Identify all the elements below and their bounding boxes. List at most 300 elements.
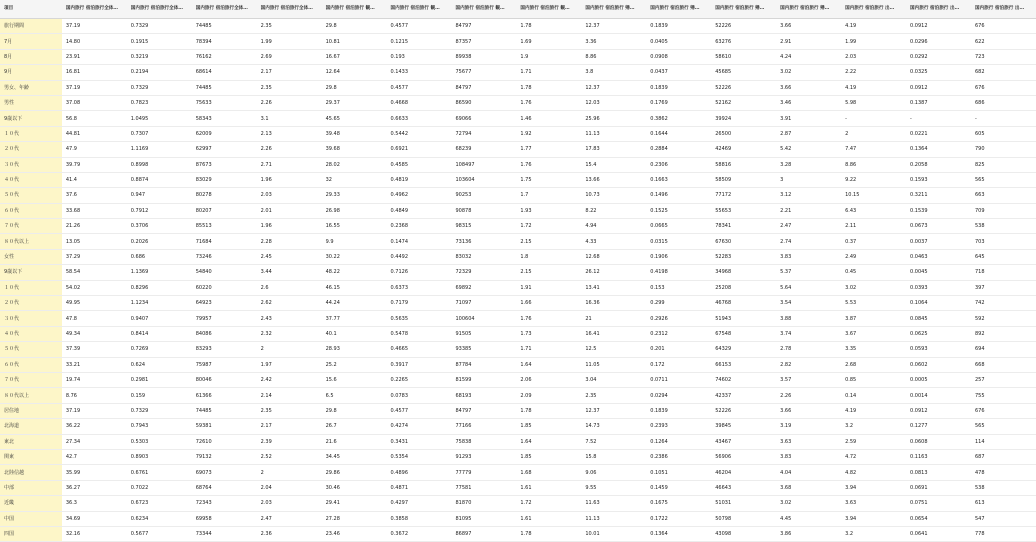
- table-cell: 0.3211: [906, 188, 971, 203]
- table-cell: 0.947: [127, 188, 192, 203]
- table-cell: 538: [971, 480, 1036, 495]
- table-cell: 12.5: [581, 342, 646, 357]
- table-cell: 0.0912: [906, 403, 971, 418]
- table-cell: 2.36: [257, 526, 322, 541]
- table-cell: 84797: [451, 19, 516, 34]
- table-cell: 25.96: [581, 111, 646, 126]
- table-cell: 0.1525: [646, 203, 711, 218]
- table-cell: 0.4665: [387, 342, 452, 357]
- table-cell: 8.86: [581, 49, 646, 64]
- table-cell: 33.68: [62, 203, 127, 218]
- table-cell: 74485: [192, 403, 257, 418]
- table-row[interactable]: [0, 511, 1036, 526]
- table-cell: 0.0405: [646, 34, 711, 49]
- table-cell: 3: [776, 172, 841, 187]
- table-cell: 1.46: [516, 111, 581, 126]
- table-cell: 0.1474: [387, 234, 452, 249]
- table-cell: 0.4585: [387, 157, 452, 172]
- table-cell: 12.68: [581, 249, 646, 264]
- table-cell: 0.5635: [387, 311, 452, 326]
- table-cell: 3.1: [257, 111, 322, 126]
- table-cell: 5.53: [841, 296, 906, 311]
- table-cell: 13.05: [62, 234, 127, 249]
- table-cell: 54.02: [62, 280, 127, 295]
- table-cell: 90253: [451, 188, 516, 203]
- table-row[interactable]: [0, 219, 1036, 234]
- table-cell: 0.4849: [387, 203, 452, 218]
- table-cell: 709: [971, 203, 1036, 218]
- table-cell: 0.0665: [646, 219, 711, 234]
- table-cell: 0.0315: [646, 234, 711, 249]
- table-cell: 5.98: [841, 95, 906, 110]
- table-cell: 52283: [711, 249, 776, 264]
- table-cell: 26.98: [322, 203, 387, 218]
- table-cell: 80207: [192, 203, 257, 218]
- table-cell: 0.4274: [387, 419, 452, 434]
- table-header: [0, 0, 1036, 19]
- table-cell: 4.82: [841, 465, 906, 480]
- table-cell: 686: [971, 95, 1036, 110]
- column-header[interactable]: 国内旅行 宿泊旅行 出…: [841, 0, 906, 19]
- table-cell: 64329: [711, 342, 776, 357]
- table-cell: 0.6633: [387, 111, 452, 126]
- table-cell: 0.0608: [906, 434, 971, 449]
- table-cell: 0.6921: [387, 142, 452, 157]
- table-row[interactable]: [0, 172, 1036, 187]
- table-cell: 0.3917: [387, 357, 452, 372]
- table-cell: 3.57: [776, 372, 841, 387]
- table-cell: 0.2194: [127, 65, 192, 80]
- table-cell: 0.7912: [127, 203, 192, 218]
- table-cell: 3.88: [776, 311, 841, 326]
- table-cell: 59381: [192, 419, 257, 434]
- table-cell: 3.19: [776, 419, 841, 434]
- table-cell: 17.83: [581, 142, 646, 157]
- table-cell: 32.16: [62, 526, 127, 541]
- row-label: 7月: [0, 34, 62, 49]
- column-header[interactable]: 国内旅行 宿泊旅行 帰…: [711, 0, 776, 19]
- row-label: ４０代: [0, 326, 62, 341]
- column-header[interactable]: 国内旅行 宿泊旅行全体…: [257, 0, 322, 19]
- table-cell: 42.7: [62, 449, 127, 464]
- table-cell: 1.72: [516, 219, 581, 234]
- table-cell: 37.08: [62, 95, 127, 110]
- table-cell: 10.81: [322, 34, 387, 49]
- table-cell: 1.64: [516, 434, 581, 449]
- column-header[interactable]: 国内旅行 宿泊旅行全体…: [127, 0, 192, 19]
- table-cell: 1.76: [516, 95, 581, 110]
- table-cell: 79957: [192, 311, 257, 326]
- row-label: 北陸信越: [0, 465, 62, 480]
- table-cell: 687: [971, 449, 1036, 464]
- table-cell: 86590: [451, 95, 516, 110]
- table-cell: 64923: [192, 296, 257, 311]
- table-row[interactable]: [0, 203, 1036, 218]
- table-cell: 3.94: [841, 511, 906, 526]
- table-cell: 3.2: [841, 419, 906, 434]
- table-cell: 73344: [192, 526, 257, 541]
- table-cell: 0.0912: [906, 80, 971, 95]
- table-cell: 9.55: [581, 480, 646, 495]
- table-cell: 2.35: [581, 388, 646, 403]
- table-cell: 2.17: [257, 419, 322, 434]
- column-header[interactable]: 国内旅行 宿泊旅行 出…: [971, 0, 1036, 19]
- table-cell: 0.0602: [906, 357, 971, 372]
- column-header[interactable]: 国内旅行 宿泊旅行 帰…: [646, 0, 711, 19]
- table-cell: 0.0296: [906, 34, 971, 49]
- table-cell: 0.0654: [906, 511, 971, 526]
- table-cell: 0.3219: [127, 49, 192, 64]
- table-cell: 84086: [192, 326, 257, 341]
- row-label: ４０代: [0, 172, 62, 187]
- table-cell: 37.29: [62, 249, 127, 264]
- column-header[interactable]: 国内旅行 宿泊旅行全体…: [192, 0, 257, 19]
- column-header[interactable]: 国内旅行 宿泊旅行 観…: [322, 0, 387, 19]
- table-cell: 50798: [711, 511, 776, 526]
- table-row[interactable]: [0, 496, 1036, 511]
- table-cell: 55653: [711, 203, 776, 218]
- table-cell: 2.74: [776, 234, 841, 249]
- table-cell: 29.37: [322, 95, 387, 110]
- table-cell: 58.54: [62, 265, 127, 280]
- table-cell: 12.64: [322, 65, 387, 80]
- table-cell: 0.6234: [127, 511, 192, 526]
- table-cell: 68239: [451, 142, 516, 157]
- row-label: 関東: [0, 449, 62, 464]
- row-label: ５０代: [0, 342, 62, 357]
- table-cell: 3.54: [776, 296, 841, 311]
- table-cell: 723: [971, 49, 1036, 64]
- table-cell: 0.172: [646, 357, 711, 372]
- table-cell: 0.0005: [906, 372, 971, 387]
- table-cell: 1.7: [516, 188, 581, 203]
- table-cell: 83293: [192, 342, 257, 357]
- table-cell: 0.3672: [387, 526, 452, 541]
- table-cell: 2.15: [516, 234, 581, 249]
- table-cell: 0.4896: [387, 465, 452, 480]
- table-row[interactable]: [0, 434, 1036, 449]
- table-row[interactable]: [0, 311, 1036, 326]
- table-row[interactable]: [0, 65, 1036, 80]
- table-cell: 694: [971, 342, 1036, 357]
- table-cell: 0.0437: [646, 65, 711, 80]
- table-cell: 12.37: [581, 19, 646, 34]
- table-row[interactable]: [0, 19, 1036, 34]
- table-cell: 2.68: [841, 357, 906, 372]
- table-row[interactable]: [0, 326, 1036, 341]
- table-cell: 3.67: [841, 326, 906, 341]
- table-cell: 0.7823: [127, 95, 192, 110]
- table-cell: 1.97: [257, 357, 322, 372]
- table-cell: 2.26: [257, 142, 322, 157]
- table-cell: 0.0751: [906, 496, 971, 511]
- column-header[interactable]: 国内旅行 宿泊旅行 帰…: [776, 0, 841, 19]
- table-cell: 1.9: [516, 49, 581, 64]
- table-cell: 66153: [711, 357, 776, 372]
- table-cell: 0.3858: [387, 511, 452, 526]
- table-cell: 2.35: [257, 19, 322, 34]
- table-cell: 7.52: [581, 434, 646, 449]
- table-cell: 3.63: [841, 496, 906, 511]
- table-cell: 49.95: [62, 296, 127, 311]
- column-header[interactable]: 国内旅行 宿泊旅行全体…: [62, 0, 127, 19]
- table-cell: 2.26: [776, 388, 841, 403]
- table-cell: 74602: [711, 372, 776, 387]
- table-row[interactable]: [0, 342, 1036, 357]
- table-cell: 663: [971, 188, 1036, 203]
- table-cell: 83032: [451, 249, 516, 264]
- row-label: 8月: [0, 49, 62, 64]
- table-cell: 56.8: [62, 111, 127, 126]
- table-cell: 2.28: [257, 234, 322, 249]
- table-cell: 39845: [711, 419, 776, 434]
- table-row[interactable]: [0, 388, 1036, 403]
- table-cell: 0.4492: [387, 249, 452, 264]
- table-row[interactable]: [0, 188, 1036, 203]
- table-cell: 8.86: [841, 157, 906, 172]
- table-cell: 36.27: [62, 480, 127, 495]
- table-row[interactable]: [0, 265, 1036, 280]
- table-cell: 0.2926: [646, 311, 711, 326]
- table-cell: 7.47: [841, 142, 906, 157]
- table-cell: 0.4297: [387, 496, 452, 511]
- table-cell: 5.37: [776, 265, 841, 280]
- table-cell: 21.26: [62, 219, 127, 234]
- table-cell: 0.1264: [646, 434, 711, 449]
- table-cell: 0.8296: [127, 280, 192, 295]
- table-cell: 2.71: [257, 157, 322, 172]
- table-cell: 77581: [451, 480, 516, 495]
- table-cell: 69066: [451, 111, 516, 126]
- table-cell: 0.7307: [127, 126, 192, 141]
- row-label: 近畿: [0, 496, 62, 511]
- table-row[interactable]: [0, 480, 1036, 495]
- table-cell: 0.1644: [646, 126, 711, 141]
- table-cell: 5.42: [776, 142, 841, 157]
- table-cell: 0.1769: [646, 95, 711, 110]
- table-cell: 2.49: [841, 249, 906, 264]
- column-header[interactable]: 国内旅行 宿泊旅行 出…: [906, 0, 971, 19]
- table-cell: 790: [971, 142, 1036, 157]
- table-cell: 0.1593: [906, 172, 971, 187]
- table-cell: 108497: [451, 157, 516, 172]
- table-row[interactable]: [0, 372, 1036, 387]
- table-cell: 1.96: [257, 219, 322, 234]
- table-cell: 29.8: [322, 403, 387, 418]
- table-cell: 0.2386: [646, 449, 711, 464]
- table-cell: 67630: [711, 234, 776, 249]
- table-cell: 2.04: [257, 480, 322, 495]
- table-cell: 56906: [711, 449, 776, 464]
- table-cell: 47.9: [62, 142, 127, 157]
- table-cell: 0.5442: [387, 126, 452, 141]
- table-cell: 0.2981: [127, 372, 192, 387]
- table-row[interactable]: [0, 357, 1036, 372]
- column-header[interactable]: 国内旅行 宿泊旅行 観…: [387, 0, 452, 19]
- table-cell: 11.05: [581, 357, 646, 372]
- table-body: [0, 19, 1036, 542]
- table-cell: 0.1663: [646, 172, 711, 187]
- table-cell: 1.78: [516, 80, 581, 95]
- table-cell: 0.0294: [646, 388, 711, 403]
- row-label: ８０代以上: [0, 234, 62, 249]
- table-cell: 3.66: [776, 80, 841, 95]
- row-label: 9歳以下: [0, 111, 62, 126]
- table-cell: 0.686: [127, 249, 192, 264]
- table-cell: 1.1369: [127, 265, 192, 280]
- table-cell: 3.02: [776, 65, 841, 80]
- table-cell: 0.1839: [646, 80, 711, 95]
- table-cell: 0.6373: [387, 280, 452, 295]
- table-row[interactable]: [0, 449, 1036, 464]
- table-cell: 1.71: [516, 65, 581, 80]
- table-row[interactable]: [0, 419, 1036, 434]
- table-cell: 74485: [192, 80, 257, 95]
- table-cell: 0.1839: [646, 403, 711, 418]
- table-cell: 74485: [192, 19, 257, 34]
- table-row[interactable]: [0, 126, 1036, 141]
- table-cell: 3.66: [776, 19, 841, 34]
- row-label: ２０代: [0, 142, 62, 157]
- table-cell: 11.13: [581, 511, 646, 526]
- table-cell: 37.19: [62, 80, 127, 95]
- table-cell: 58509: [711, 172, 776, 187]
- table-cell: 0.1496: [646, 188, 711, 203]
- table-cell: 68193: [451, 388, 516, 403]
- table-cell: 0.4577: [387, 403, 452, 418]
- table-row[interactable]: [0, 34, 1036, 49]
- table-cell: 34.45: [322, 449, 387, 464]
- table-cell: 36.3: [62, 496, 127, 511]
- table-cell: 75677: [451, 65, 516, 80]
- table-cell: 3.87: [841, 311, 906, 326]
- table-cell: 1.99: [257, 34, 322, 49]
- table-cell: 79132: [192, 449, 257, 464]
- table-cell: 703: [971, 234, 1036, 249]
- table-cell: 2.78: [776, 342, 841, 357]
- table-cell: 1.93: [516, 203, 581, 218]
- row-label: 中国: [0, 511, 62, 526]
- table-cell: 15.4: [581, 157, 646, 172]
- table-cell: 103604: [451, 172, 516, 187]
- table-cell: 21: [581, 311, 646, 326]
- table-cell: 52226: [711, 80, 776, 95]
- table-cell: 0.0711: [646, 372, 711, 387]
- row-label: 男女、年齢: [0, 80, 62, 95]
- table-row[interactable]: [0, 249, 1036, 264]
- table-cell: 2.52: [257, 449, 322, 464]
- table-cell: 81599: [451, 372, 516, 387]
- table-cell: 2.69: [257, 49, 322, 64]
- table-cell: 0.4198: [646, 265, 711, 280]
- column-header[interactable]: 国内旅行 宿泊旅行 観…: [516, 0, 581, 19]
- table-cell: 29.8: [322, 80, 387, 95]
- table-cell: 565: [971, 172, 1036, 187]
- table-cell: 28.02: [322, 157, 387, 172]
- table-row[interactable]: [0, 234, 1036, 249]
- table-cell: 43467: [711, 434, 776, 449]
- table-cell: 2.06: [516, 372, 581, 387]
- table-cell: 16.81: [62, 65, 127, 80]
- table-cell: 1.92: [516, 126, 581, 141]
- table-cell: 51031: [711, 496, 776, 511]
- column-header[interactable]: 国内旅行 宿泊旅行 帰…: [581, 0, 646, 19]
- row-label: 北海道: [0, 419, 62, 434]
- table-cell: 778: [971, 526, 1036, 541]
- row-label: 9歳以下: [0, 265, 62, 280]
- table-row[interactable]: [0, 526, 1036, 541]
- table-cell: 3.02: [776, 496, 841, 511]
- table-row[interactable]: [0, 157, 1036, 172]
- table-cell: 2.09: [516, 388, 581, 403]
- table-cell: 13.66: [581, 172, 646, 187]
- table-cell: 0.0292: [906, 49, 971, 64]
- table-cell: 1.85: [516, 449, 581, 464]
- table-cell: 4.24: [776, 49, 841, 64]
- table-cell: 3.02: [841, 280, 906, 295]
- table-cell: 10.15: [841, 188, 906, 203]
- table-cell: 0.6723: [127, 496, 192, 511]
- row-label: 9月: [0, 65, 62, 80]
- column-header[interactable]: 国内旅行 宿泊旅行 観…: [451, 0, 516, 19]
- column-header-item[interactable]: 項目: [0, 0, 62, 19]
- table-cell: 2.03: [841, 49, 906, 64]
- table-cell: 2.82: [776, 357, 841, 372]
- table-cell: 62997: [192, 142, 257, 157]
- table-cell: 44.81: [62, 126, 127, 141]
- table-row[interactable]: [0, 403, 1036, 418]
- table-cell: 72343: [192, 496, 257, 511]
- table-cell: 37.6: [62, 188, 127, 203]
- table-cell: 61366: [192, 388, 257, 403]
- table-cell: 0.1163: [906, 449, 971, 464]
- table-cell: 51943: [711, 311, 776, 326]
- table-row[interactable]: [0, 280, 1036, 295]
- table-cell: 0.1364: [906, 142, 971, 157]
- table-cell: 0.0393: [906, 280, 971, 295]
- table-cell: 71097: [451, 296, 516, 311]
- table-row[interactable]: [0, 142, 1036, 157]
- table-cell: 742: [971, 296, 1036, 311]
- table-cell: 73136: [451, 234, 516, 249]
- table-cell: 0.0221: [906, 126, 971, 141]
- table-cell: 6.43: [841, 203, 906, 218]
- table-cell: 21.6: [322, 434, 387, 449]
- table-cell: 14.73: [581, 419, 646, 434]
- table-cell: 0.1433: [387, 65, 452, 80]
- table-row[interactable]: [0, 80, 1036, 95]
- table-cell: 0.1906: [646, 249, 711, 264]
- table-cell: 0.1364: [646, 526, 711, 541]
- table-cell: 0.1722: [646, 511, 711, 526]
- table-cell: 1.85: [516, 419, 581, 434]
- table-cell: 892: [971, 326, 1036, 341]
- table-row[interactable]: [0, 95, 1036, 110]
- table-cell: 3.28: [776, 157, 841, 172]
- table-cell: 68614: [192, 65, 257, 80]
- table-row[interactable]: [0, 111, 1036, 126]
- table-cell: 0.1387: [906, 95, 971, 110]
- table-row[interactable]: [0, 49, 1036, 64]
- table-cell: 605: [971, 126, 1036, 141]
- table-cell: 34.69: [62, 511, 127, 526]
- table-cell: 676: [971, 403, 1036, 418]
- table-row[interactable]: [0, 296, 1036, 311]
- table-cell: 0.9407: [127, 311, 192, 326]
- table-row[interactable]: [0, 465, 1036, 480]
- table-cell: 11.63: [581, 496, 646, 511]
- table-cell: 2.62: [257, 296, 322, 311]
